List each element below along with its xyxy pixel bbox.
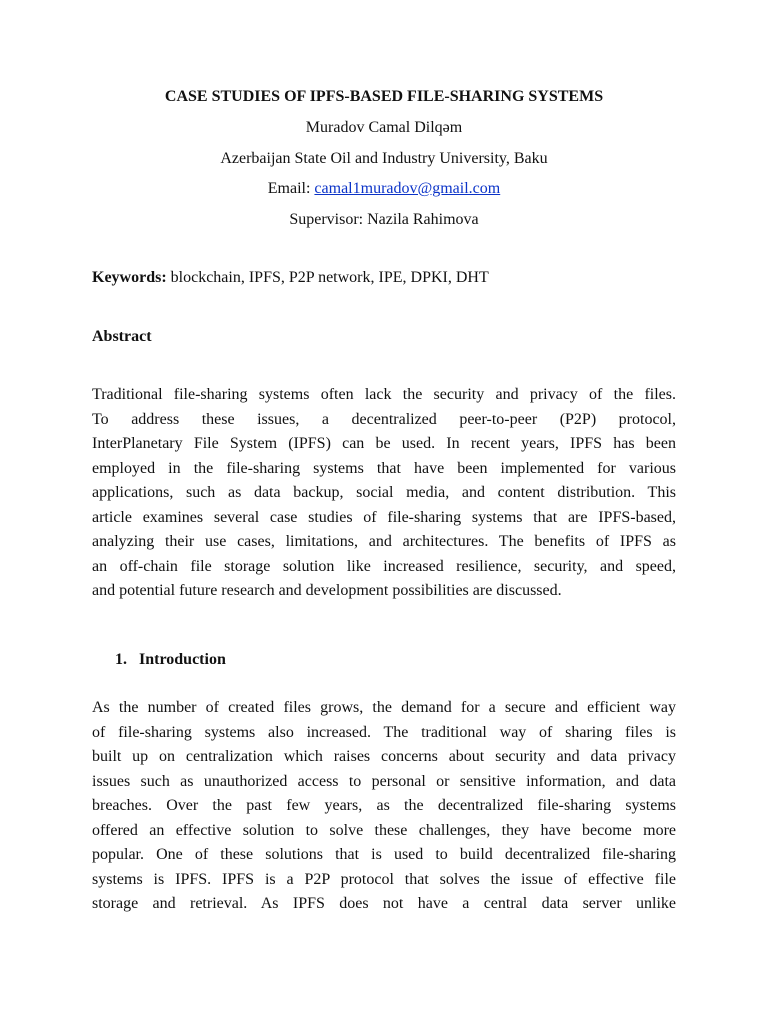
abstract-line: article examines several case studies of file-sharing systems that are IPFS-based, (92, 508, 676, 526)
intro-line: systems is IPFS. IPFS is a P2P protocol that solves the issue of effective file (92, 870, 676, 888)
abstract-body (92, 383, 676, 604)
paper-title: CASE STUDIES OF IPFS-BASED FILE-SHARING SYSTEMS (164, 88, 604, 105)
keywords-label: Keywords: (92, 269, 167, 286)
abstract-heading: Abstract (92, 328, 152, 345)
author-name: Muradov Camal Dilqəm (305, 119, 463, 136)
intro-line: built up on centralization which raises concerns about security and data privacy (92, 748, 676, 765)
abstract-line: applications, such as data backup, social media, and content distribution. This (92, 484, 676, 501)
intro-line: storage and retrieval. As IPFS does not have a central data server unlike (92, 895, 676, 912)
abstract-line: an off-chain file storage solution like increased resilience, security, and speed, (92, 557, 676, 575)
section-heading-introduction (115, 649, 226, 671)
intro-line: of file-sharing systems also increased. The traditional way of sharing files is (92, 723, 676, 741)
affiliation: Azerbaijan State Oil and Industry University, Baku (220, 150, 548, 167)
email-link[interactable]: camal1muradov@gmail.com (314, 180, 501, 197)
supervisor: Supervisor: Nazila Rahimova (289, 211, 479, 228)
email-label: Email: (267, 180, 315, 197)
abstract-line: employed in the file-sharing systems that have been implemented for various (92, 459, 676, 477)
email-line (0, 178, 768, 200)
introduction-body (92, 696, 676, 917)
intro-line: offered an effective solution to solve these challenges, they have become more (92, 821, 676, 839)
keywords (92, 267, 489, 289)
abstract-line: Traditional file-sharing systems often lack the security and privacy of the files. (92, 386, 676, 403)
intro-line: issues such as unauthorized access to personal or sensitive information, and data (92, 772, 676, 790)
abstract-line: and potential future research and development possibilities are discussed. (92, 582, 562, 599)
abstract-line: InterPlanetary File System (IPFS) can be used. In recent years, IPFS has been (92, 435, 676, 452)
abstract-line: analyzing their use cases, limitations, and architectures. The benefits of IPFS as (92, 533, 676, 550)
section-title: Introduction (139, 651, 226, 668)
intro-line: As the number of created files grows, the demand for a secure and efficient way (92, 699, 676, 716)
intro-line: popular. One of these solutions that is used to build decentralized file-sharing (92, 846, 676, 863)
section-number: 1. (115, 651, 127, 668)
keywords-text: blockchain, IPFS, P2P network, IPE, DPKI, DHT (166, 269, 489, 286)
intro-line: breaches. Over the past few years, as the decentralized file-sharing systems (92, 797, 676, 814)
abstract-line: To address these issues, a decentralized peer-to-peer (P2P) protocol, (92, 410, 676, 428)
